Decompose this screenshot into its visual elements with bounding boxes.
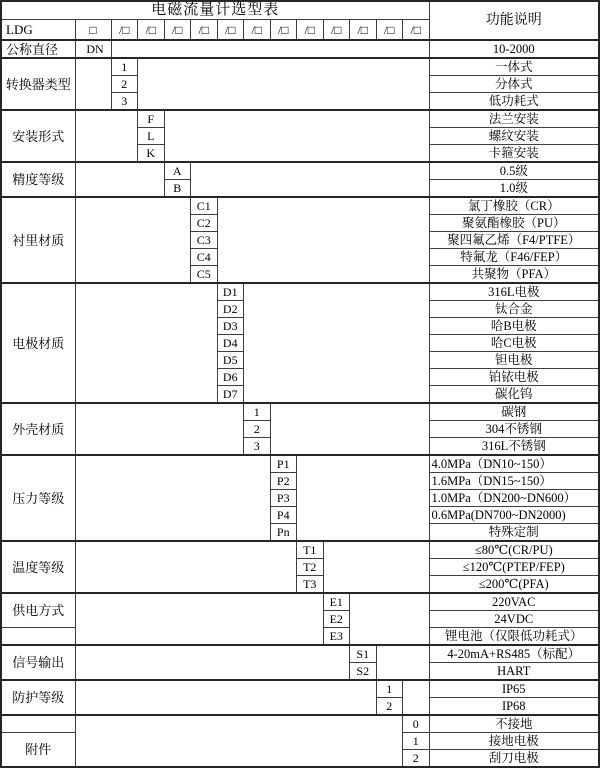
category-label: 转换器类型 [1, 58, 75, 110]
code-cell: D5 [217, 352, 244, 369]
description-cell: 316L不锈钢 [429, 438, 599, 456]
empty-cell [75, 680, 376, 715]
category-label: 防护等级 [1, 680, 75, 715]
code-cell: P2 [270, 473, 297, 490]
description-cell: 24VDC [429, 611, 599, 628]
description-cell: 220VAC [429, 593, 599, 611]
code-cell: P4 [270, 507, 297, 524]
code-cell: D3 [217, 318, 244, 335]
empty-cell [376, 645, 429, 680]
empty-cell [75, 541, 297, 593]
description-cell: HART [429, 663, 599, 681]
code-cell: 1 [376, 680, 403, 698]
code-cell: 3 [244, 438, 271, 456]
code-cell: C1 [191, 197, 218, 215]
model-digit-box: /□ [270, 20, 297, 41]
empty-cell [75, 110, 138, 162]
description-cell: 316L电极 [429, 283, 599, 301]
code-cell: 1 [403, 733, 430, 750]
description-cell: 10-2000 [429, 40, 599, 58]
code-cell: DN [75, 40, 111, 58]
empty-cell [244, 283, 430, 403]
code-cell: E3 [323, 628, 350, 646]
description-cell: 钛合金 [429, 301, 599, 318]
empty-label-cell [1, 715, 75, 733]
code-cell: T1 [297, 541, 324, 559]
category-label: 精度等级 [1, 162, 75, 197]
description-cell: 4-20mA+RS485（标配） [429, 645, 599, 663]
empty-cell [138, 58, 430, 110]
description-cell: ≤200℃(PFA) [429, 576, 599, 594]
description-cell: 法兰安装 [429, 110, 599, 128]
model-digit-box: /□ [376, 20, 403, 41]
code-cell: 2 [111, 76, 138, 93]
category-label: 压力等级 [1, 455, 75, 541]
description-cell: 锂电池（仅限低功耗式） [429, 628, 599, 646]
empty-cell [323, 541, 429, 593]
category-label: 外壳材质 [1, 403, 75, 455]
category-label: 供电方式 [1, 593, 75, 628]
code-cell: 2 [403, 750, 430, 768]
description-cell: ≤120℃(PTEP/FEP) [429, 559, 599, 576]
code-cell: 2 [376, 698, 403, 716]
description-cell: 低功耗式 [429, 93, 599, 111]
description-cell: IP68 [429, 698, 599, 716]
description-cell: 刮刀电极 [429, 750, 599, 768]
model-prefix-label: LDG [1, 20, 75, 41]
empty-cell [75, 197, 191, 283]
code-cell: K [138, 145, 165, 163]
empty-cell [75, 715, 403, 767]
description-cell: 铂铱电极 [429, 369, 599, 386]
description-cell: 分体式 [429, 76, 599, 93]
model-digit-box: /□ [350, 20, 377, 41]
description-cell: 1.6MPa（DN15~150） [429, 473, 599, 490]
code-cell: D2 [217, 301, 244, 318]
table-title: 电磁流量计选型表 [1, 1, 429, 20]
model-digit-box: □ [75, 20, 111, 41]
description-cell: 哈B电极 [429, 318, 599, 335]
code-cell: P1 [270, 455, 297, 473]
model-digit-box: /□ [403, 20, 430, 41]
code-cell: T3 [297, 576, 324, 594]
description-cell: 接地电极 [429, 733, 599, 750]
description-cell: 聚氨酯橡胶（PU） [429, 215, 599, 232]
empty-cell [350, 593, 430, 645]
empty-cell [111, 40, 429, 58]
code-cell: D7 [217, 386, 244, 404]
category-label: 衬里材质 [1, 197, 75, 283]
code-cell: D4 [217, 335, 244, 352]
code-cell: 2 [244, 421, 271, 438]
function-column-header: 功能说明 [429, 1, 599, 40]
code-cell: S1 [350, 645, 377, 663]
description-cell: ≤80℃(CR/PU) [429, 541, 599, 559]
empty-label-cell [1, 628, 75, 646]
code-cell: D6 [217, 369, 244, 386]
code-cell: D1 [217, 283, 244, 301]
description-cell: IP65 [429, 680, 599, 698]
category-label: 附件 [1, 733, 75, 768]
code-cell: E2 [323, 611, 350, 628]
description-cell: 4.0MPa（DN10~150） [429, 455, 599, 473]
code-cell: C5 [191, 266, 218, 284]
description-cell: 不接地 [429, 715, 599, 733]
model-digit-box: /□ [138, 20, 165, 41]
category-label: 信号输出 [1, 645, 75, 680]
empty-cell [75, 283, 217, 403]
code-cell: 3 [111, 93, 138, 111]
code-cell: 0 [403, 715, 430, 733]
description-cell: 特氟龙（F46/FEP） [429, 249, 599, 266]
code-cell: 1 [111, 58, 138, 76]
description-cell: 碳化钨 [429, 386, 599, 404]
code-cell: C4 [191, 249, 218, 266]
code-cell: 1 [244, 403, 271, 421]
empty-cell [75, 403, 244, 455]
code-cell: T2 [297, 559, 324, 576]
description-cell: 1.0MPa（DN200~DN600） [429, 490, 599, 507]
description-cell: 0.5级 [429, 162, 599, 180]
code-cell: E1 [323, 593, 350, 611]
description-cell: 共聚物（PFA） [429, 266, 599, 284]
description-cell: 哈C电极 [429, 335, 599, 352]
model-digit-box: /□ [244, 20, 271, 41]
code-cell: L [138, 128, 165, 145]
empty-cell [297, 455, 430, 541]
description-cell: 一体式 [429, 58, 599, 76]
empty-cell [164, 110, 429, 162]
empty-cell [270, 403, 429, 455]
description-cell: 氯丁橡胶（CR） [429, 197, 599, 215]
empty-cell [75, 645, 350, 680]
empty-cell [75, 162, 164, 197]
description-cell: 螺纹安装 [429, 128, 599, 145]
model-digit-box: /□ [217, 20, 244, 41]
description-cell: 1.0级 [429, 180, 599, 198]
code-cell: S2 [350, 663, 377, 681]
description-cell: 聚四氟乙烯（F4/PTFE） [429, 232, 599, 249]
category-label: 电极材质 [1, 283, 75, 403]
model-digit-box: /□ [297, 20, 324, 41]
empty-cell [75, 455, 270, 541]
code-cell: C3 [191, 232, 218, 249]
empty-cell [191, 162, 430, 197]
category-label: 温度等级 [1, 541, 75, 593]
description-cell: 碳钢 [429, 403, 599, 421]
empty-cell [217, 197, 429, 283]
description-cell: 钽电极 [429, 352, 599, 369]
empty-cell [403, 680, 430, 715]
code-cell: A [164, 162, 191, 180]
category-label: 公称直径 [1, 40, 75, 58]
empty-cell [75, 58, 111, 110]
description-cell: 304不锈钢 [429, 421, 599, 438]
code-cell: P3 [270, 490, 297, 507]
model-digit-box: /□ [164, 20, 191, 41]
code-cell: Pn [270, 524, 297, 542]
description-cell: 卡箍安装 [429, 145, 599, 163]
description-cell: 特殊定制 [429, 524, 599, 542]
code-cell: B [164, 180, 191, 198]
description-cell: 0.6MPa(DN700~DN2000) [429, 507, 599, 524]
category-label: 安装形式 [1, 110, 75, 162]
code-cell: F [138, 110, 165, 128]
model-digit-box: /□ [111, 20, 138, 41]
code-cell: C2 [191, 215, 218, 232]
model-digit-box: /□ [323, 20, 350, 41]
model-digit-box: /□ [191, 20, 218, 41]
empty-cell [75, 593, 323, 645]
